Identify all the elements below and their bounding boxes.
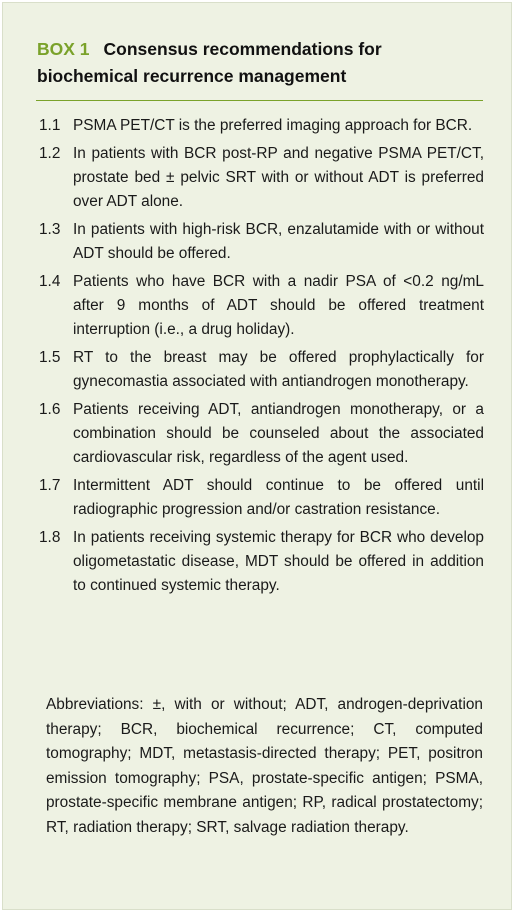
recommendation-text: In patients with high-risk BCR, enzalutamide with or without ADT should be offered.: [73, 221, 484, 262]
box-header: [37, 36, 477, 90]
recommendation-text: RT to the breast may be offered prophylactically for gynecomastia associated with antiandrogen monotherapy.: [73, 349, 484, 390]
recommendation-item: [39, 218, 484, 266]
recommendation-number: 1.7: [39, 477, 61, 494]
recommendation-text: Patients receiving ADT, antiandrogen monotherapy, or a combination should be counseled about the associated cardiovascular risk, regardless of the agent used.: [73, 401, 484, 466]
recommendation-text: Intermittent ADT should continue to be offered until radiographic progression and/or castration resistance.: [73, 477, 484, 518]
recommendation-number: 1.6: [39, 401, 61, 418]
recommendation-item: [39, 398, 484, 470]
recommendation-item: [39, 114, 484, 138]
recommendation-number: 1.4: [39, 273, 61, 290]
header-divider: [36, 100, 483, 101]
abbreviations-note: Abbreviations: ±, with or without; ADT, androgen-deprivation therapy; BCR, biochemical recurrence; CT, computed tomography; MDT, metastasis-directed therapy; PET, positron emission tomography; PSA, prostate-specific antigen; PSMA, prostate-specific membrane antigen; RP, radical prostatectomy; RT, radiation therapy; SRT, salvage radiation therapy.: [46, 696, 483, 836]
recommendation-text: In patients receiving systemic therapy for BCR who develop oligometastatic disease, MDT should be offered in addition to continued systemic therapy.: [73, 529, 484, 594]
consensus-box: [2, 2, 512, 910]
recommendation-item: [39, 474, 484, 522]
recommendation-item: [39, 526, 484, 598]
box-title: Consensus recommendations for biochemical recurrence management: [37, 39, 382, 86]
recommendation-number: 1.3: [39, 221, 61, 238]
recommendation-item: [39, 346, 484, 394]
recommendation-text: Patients who have BCR with a nadir PSA of <0.2 ng/mL after 9 months of ADT should be offered treatment interruption (i.e., a drug holiday).: [73, 273, 484, 338]
recommendation-text: In patients with BCR post-RP and negative PSMA PET/CT, prostate bed ± pelvic SRT with or without ADT is preferred over ADT alone.: [73, 145, 484, 210]
recommendation-text: PSMA PET/CT is the preferred imaging approach for BCR.: [73, 117, 473, 134]
recommendation-number: 1.2: [39, 145, 61, 162]
recommendation-item: [39, 142, 484, 214]
recommendation-item: [39, 270, 484, 342]
recommendation-list: [39, 114, 484, 602]
box-label: BOX 1: [37, 39, 90, 59]
recommendation-number: 1.1: [39, 117, 61, 134]
recommendation-number: 1.8: [39, 529, 61, 546]
recommendation-number: 1.5: [39, 349, 61, 366]
